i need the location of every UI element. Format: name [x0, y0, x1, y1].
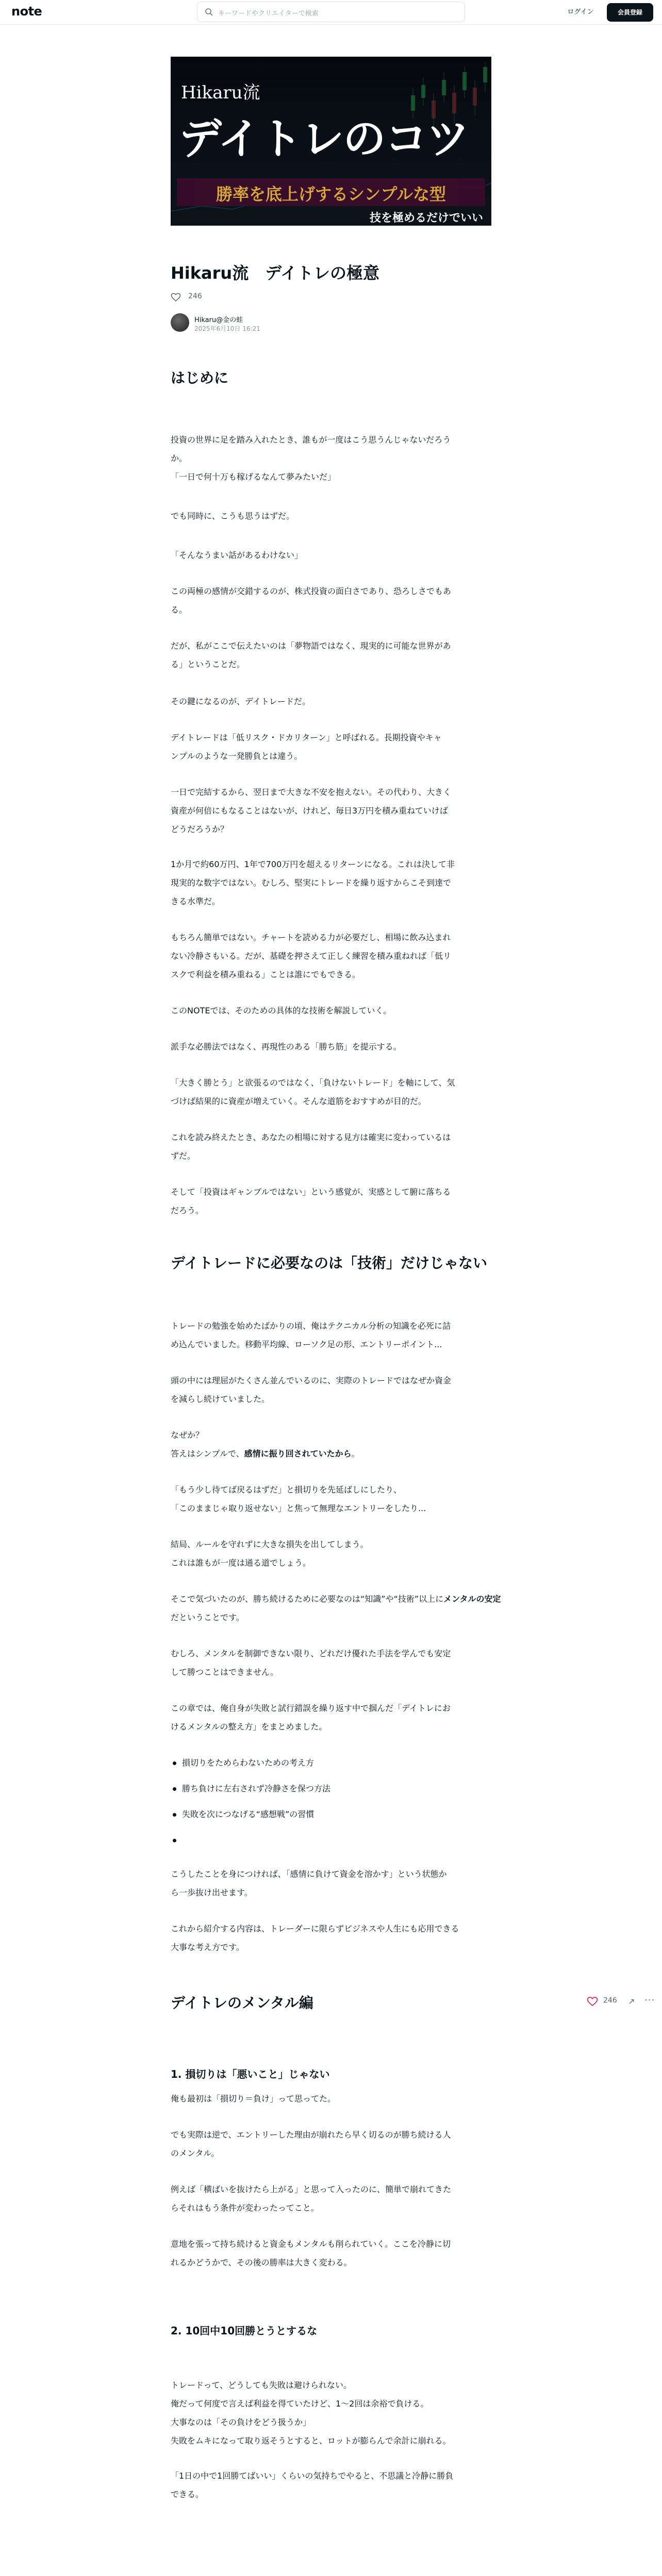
paragraph: 「もう少し待てば戻るはずだ」と損切りを先延ばしにしたり、 「このままじゃ取り返せない」と焦って無理なエントリーをしたり... — [171, 1485, 426, 1513]
list-item — [171, 1831, 491, 1857]
paragraph: そして「投資はギャンブルではない」という感覚が、実感として腑に落ちる だろう。 — [171, 1187, 451, 1215]
paragraph: このNOTEでは、そのための具体的な技術を解説していく。 — [171, 1006, 392, 1015]
login-button[interactable]: ログイン — [567, 8, 594, 16]
paragraph: だが、私がここで伝えたいのは「夢物語ではなく、現実的に可能な世界があ る」ということだ。 — [171, 641, 451, 669]
paragraph: 結局、ルールを守れずに大きな損失を出してしまう。 これは誰もが一度は通る道でしょう。 — [171, 1539, 369, 1568]
signup-button[interactable]: 会員登録 — [607, 3, 653, 22]
bullet-list — [171, 1754, 491, 1857]
more-options-icon[interactable]: ··· — [644, 1995, 655, 2006]
heart-icon[interactable] — [587, 1996, 598, 2007]
paragraph: 例えば「横ばいを抜けたら上がる」と思って入ったのに、簡単で崩れてきた らそれはもう条件が変わったってこと。 — [171, 2184, 452, 2213]
subsection-heading: 2. 10回中10回勝とうとするな — [171, 2325, 318, 2337]
list-item: 損切りをためらわないための考え方 — [171, 1754, 491, 1780]
paragraph: 頭の中には理屈がたくさん並んでいるのに、実際のトレードではなぜか資金 を減らし続けていました。 — [171, 1376, 452, 1404]
paragraph: トレードって、どうしても失敗は避けられない。 俺だって何度で言えば利益を得ていたけど、1〜2回は余裕で負ける。 大事なのは「その負けをどう扱うか」 失敗をムキになって取り返そうとすると、ロットが膨らんで余計に崩れる。 — [171, 2380, 451, 2446]
paragraph: 意地を張って持ち続けると資金もメンタルも削られていく。ここを冷静に切 れるかどうかで、その後の勝率は大きく変わる。 — [171, 2239, 451, 2267]
search-icon — [205, 8, 213, 16]
floating-actions — [587, 1994, 659, 2009]
search-input[interactable]: キーワードやクリエイターで検索 — [218, 10, 319, 18]
hero-brand-text: Hikaru流 — [181, 82, 260, 103]
paragraph: もちろん簡単ではない。チャートを読める力が必要だし、相場に飲み込まれ ない冷静さもいる。だが、基礎を押さえて正しく練習を積み重ねれば「低リ スクで利益を積み重ねる」ことは誰にでもできる。 — [171, 933, 452, 979]
paragraph: こうしたことを身につければ、「感情に負けて資金を溶かす」という状態か ら一歩抜け出せます。 — [171, 1869, 447, 1897]
section-heading: デイトレードに必要なのは「技術」だけじゃない — [171, 1255, 488, 1272]
note-logo[interactable]: note — [11, 4, 42, 19]
paragraph: 派手な必勝法ではなく、再現性のある「勝ち筋」を提示する。 — [171, 1042, 402, 1052]
search-box[interactable] — [197, 2, 465, 22]
subsection-heading: 1. 損切りは「悪いこと」じゃない — [171, 2068, 330, 2080]
like-count: 246 — [603, 1996, 617, 2005]
paragraph: 1か月で約60万円、1年で700万円を超えるリターンになる。これは決して非 現実的な数字ではない。むしろ、堅実にトレードを繰り返すからこそ到達で きる水準だ。 — [171, 859, 455, 906]
share-icon[interactable]: ↗ — [628, 1996, 635, 2006]
paragraph: その鍵になるのが、デイトレードだ。 — [171, 697, 310, 706]
paragraph: デイトレードは「低リスク・ドカリターン」と呼ばれる。長期投資やキャ ンプルのような一発勝負とは違う。 — [171, 733, 442, 761]
hero-tagline: 技を極めるだけでいい — [369, 212, 483, 225]
paragraph: これを読み終えたとき、あなたの相場に対する見方は確実に変わっているは ずだ。 — [171, 1132, 451, 1161]
hero-headline: デイトレのコツ — [179, 114, 469, 164]
site-header — [0, 0, 662, 25]
section-heading: デイトレのメンタル編 — [171, 1994, 313, 2011]
hero-subtitle: 勝率を底上げするシンプルな型 — [216, 184, 446, 204]
paragraph: 俺も最初は「損切り＝負け」って思ってた。 — [171, 2094, 336, 2104]
article-title: Hikaru流 デイトレの極意 — [171, 263, 379, 283]
paragraph: でも同時に、こうも思うはずだ。 — [171, 511, 295, 521]
author-name[interactable]: Hikaru@金の蛙 — [194, 316, 243, 324]
paragraph: この章では、俺自身が失敗と試行錯誤を繰り返す中で掴んだ「デイトレにお けるメンタルの整え方」をまとめました。 — [171, 1703, 451, 1732]
list-item: 失敗を次につなげる“感想戦”の習慣 — [171, 1805, 491, 1831]
paragraph: 「そんなうまい話があるわけない」 — [171, 550, 303, 560]
heart-icon[interactable] — [171, 292, 181, 302]
paragraph: 一日で完結するから、翌日まで大きな不安を抱えない。その代わり、大きく 資産が何倍にもなることはないが、けれど、毎日3万円を積み重ねていけば どうだろうか？ — [171, 787, 452, 834]
author-info[interactable] — [171, 313, 377, 334]
publish-date: 2025年6月10日 16:21 — [194, 325, 260, 332]
paragraph: でも実際は逆で、エントリーした理由が崩れたら早く切るのが勝ち続ける人 のメンタル。 — [171, 2130, 451, 2158]
avatar[interactable] — [171, 313, 189, 332]
paragraph: トレードの勉強を始めたばかりの頃、俺はテクニカル分析の知識を必死に詰 め込んでいました。移動平均線、ローソク足の形、エントリーポイント... — [171, 1321, 451, 1349]
paragraph: 「大きく勝とう」と欲張るのではなく、「負けないトレード」を軸にして、気 づけば結果的に資産が増えていく。そんな道筋をおすすめが目的だ。 — [171, 1078, 455, 1106]
hero-image — [171, 57, 491, 226]
paragraph: そこで気づいたのが、勝ち続けるために必要なのは“知識”や“技術”以上にメンタルの安定 だということです。 — [171, 1594, 501, 1622]
list-item: 勝ち負けに左右されず冷静さを保つ方法 — [171, 1780, 491, 1805]
subsection-heading — [171, 2574, 257, 2576]
paragraph: この両極の感情が交錯するのが、株式投資の面白さであり、恐ろしさでもあ る。 — [171, 586, 452, 615]
paragraph: むしろ、メンタルを制御できない限り、どれだけ優れた手法を学んでも安定 して勝つことはできません。 — [171, 1649, 451, 1677]
paragraph: 「1日の中で1回勝てばいい」くらいの気持ちでやると、不思議と冷静に勝負 できる。 — [171, 2471, 454, 2499]
paragraph: なぜか？ 答えはシンプルで、感情に振り回されていたから。 — [171, 1430, 360, 1459]
like-count: 246 — [188, 292, 202, 300]
hero-subtitle-band — [177, 178, 485, 206]
section-heading: はじめに — [171, 369, 229, 386]
paragraph: これから紹介する内容は、トレーダーに限らずビジネスや人生にも応用できる 大事な考え方です。 — [171, 1924, 459, 1952]
paragraph: 投資の世界に足を踏み入れたとき、誰もが一度はこう思うんじゃないだろう か。 「一日で何十万も稼げるなんて夢みたいだ」 — [171, 435, 451, 482]
